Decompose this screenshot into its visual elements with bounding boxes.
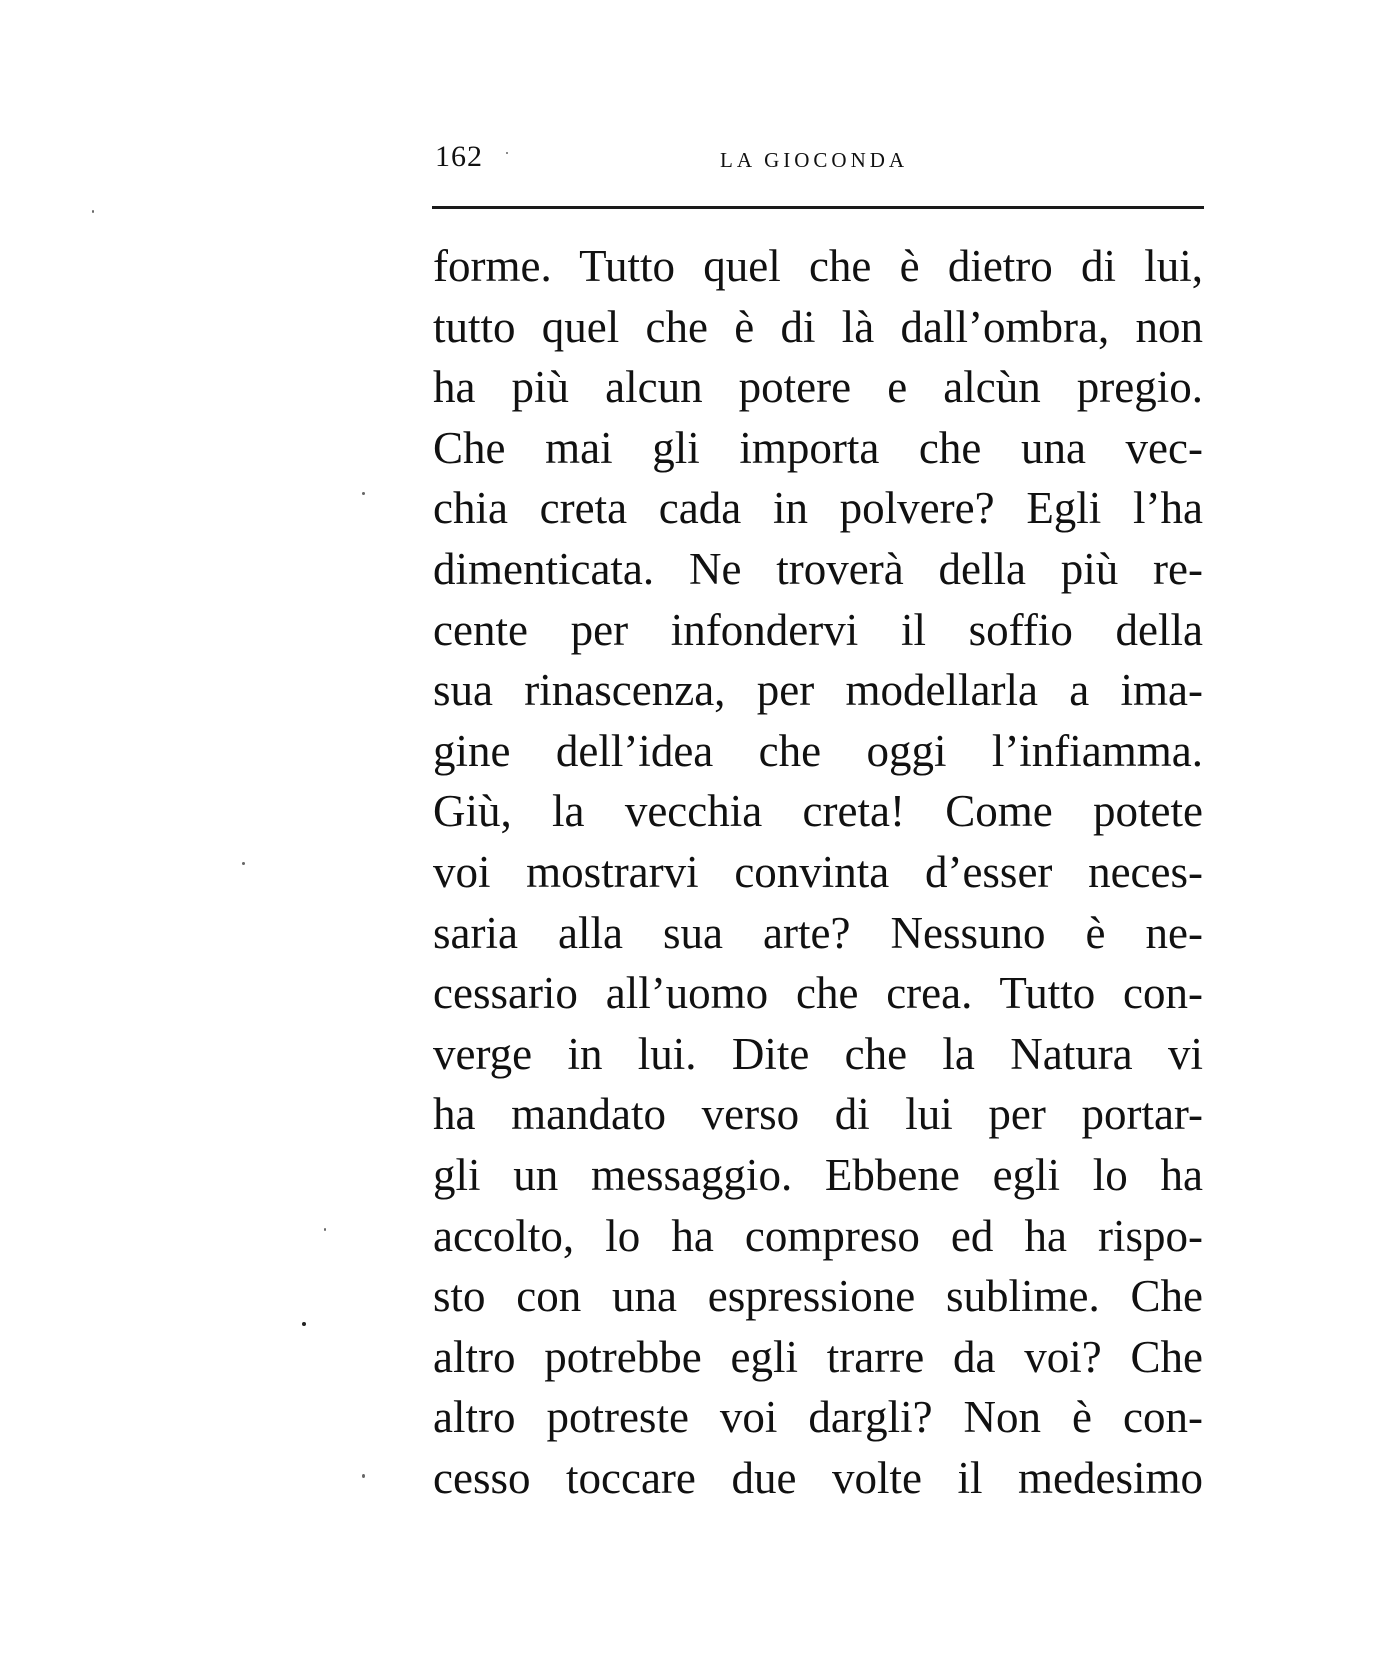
text-line: gli un messaggio. Ebbene egli lo ha [433,1149,1203,1200]
scan-speck [324,1228,326,1231]
body-text [433,236,1203,1508]
text-line: ha mandato verso di lui per portar- [433,1089,1203,1140]
text-line: altro potrebbe egli trarre da voi? Che [433,1331,1203,1382]
scan-speck [242,862,245,865]
text-line: gine dell’idea che oggi l’infiamma. [433,725,1203,776]
text-line: dimenticata. Ne troverà della più re- [433,543,1203,594]
text-line: chia creta cada in polvere? Egli l’ha [433,483,1203,534]
text-line: saria alla sua arte? Nessuno è ne- [433,907,1203,958]
text-line: tutto quel che è di là dall’ombra, non [433,301,1203,352]
text-line: verge in lui. Dite che la Natura vi [433,1028,1203,1079]
text-line: Che mai gli importa che una vec- [433,422,1203,473]
text-line: altro potreste voi dargli? Non è con- [433,1392,1203,1443]
scan-speck [506,152,508,154]
text-line: forme. Tutto quel che è dietro di lui, [433,241,1203,291]
text-line: sto con una espressione sublime. Che [433,1271,1203,1322]
text-line: ha più alcun potere e alcùn pregio. [433,362,1203,413]
page-header [435,140,1205,180]
text-line: Giù, la vecchia creta! Come potete [433,786,1203,837]
text-line: accolto, lo ha compreso ed ha rispo- [433,1210,1203,1261]
text-line: cente per infondervi il soffio della [433,604,1203,655]
text-line: sua rinascenza, per modellarla a ima- [433,665,1203,716]
header-rule [432,206,1204,209]
running-title: LA GIOCONDA [720,148,909,172]
text-line: voi mostrarvi convinta d’esser neces- [433,846,1203,897]
scan-speck [302,1322,306,1326]
text-line: cesso toccare due volte il medesimo [433,1452,1203,1503]
scan-speck [362,1474,365,1478]
page-number: 162 [435,140,483,173]
scan-speck [92,210,94,213]
text-line: cessario all’uomo che crea. Tutto con- [433,968,1203,1019]
scan-speck [362,492,365,495]
